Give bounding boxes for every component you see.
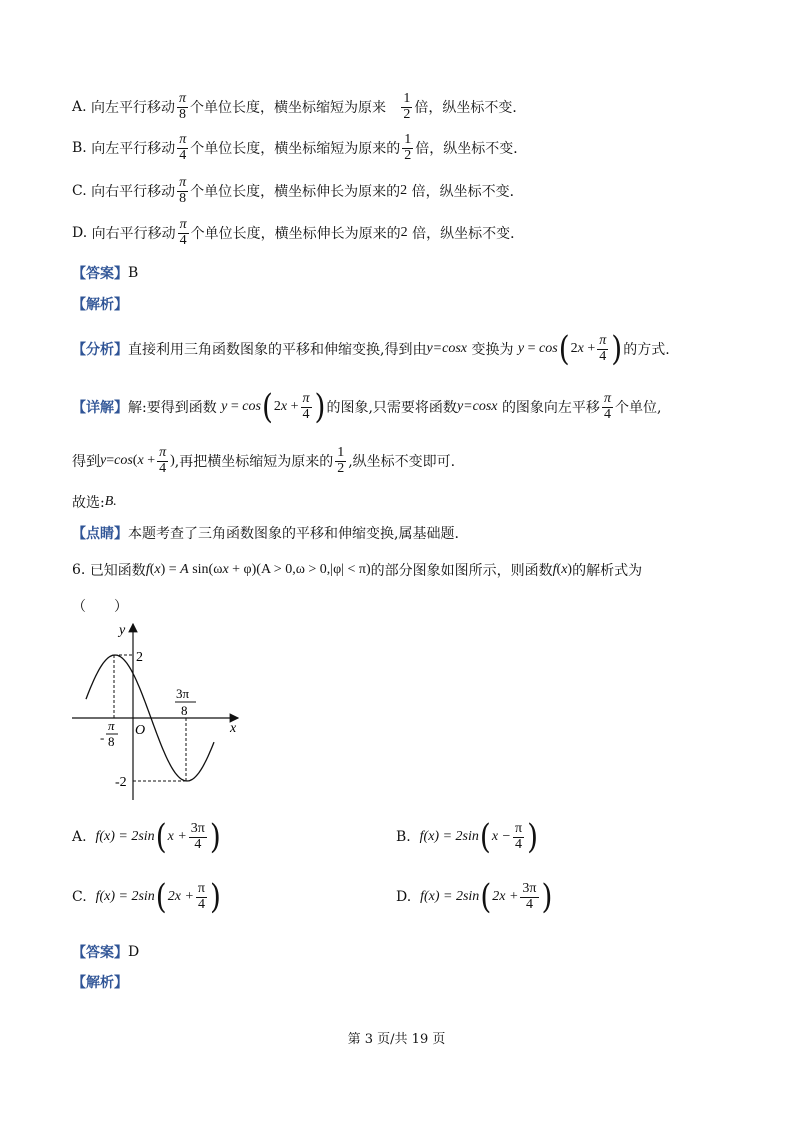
q5-xiangjie-2: 得到 y=cos(x + $\frac{\pi}{4}$ ) ,再把横坐标缩短为原来的 $\frac{1}{2}$ ,纵坐标不变即可. bbox=[72, 445, 456, 476]
x-tick-neg-sign: - bbox=[100, 730, 105, 745]
q6-option-b: B. f(x) = 2sin ( x − $\frac{\pi}{4}$ ) bbox=[396, 816, 538, 857]
q5-xiangjie: 【详解】 解:要得到函数 y = cos ( 2x + $\frac{\pi}{4}$ ) 的图象,只需要将函数 y=cosx 的图象向左平移 $\frac{\pi}{4}$ 个单位, bbox=[72, 386, 662, 427]
x-tick-pos-num: 3π bbox=[176, 686, 190, 701]
q6-option-a: A. f(x) = 2sin ( x + $\frac{3\pi}{4}$ ) bbox=[72, 816, 221, 857]
q5-answer: 【答案】 B bbox=[72, 265, 139, 282]
q6-option-c: C. f(x) = 2sin ( 2x + $\frac{\pi}{4}$ ) bbox=[72, 876, 221, 917]
q6-answer: 【答案】 D bbox=[72, 944, 140, 961]
fraction-pi-4: $\frac{\pi}{4}$ bbox=[179, 217, 187, 248]
x-tick-neg-den: 8 bbox=[108, 734, 115, 749]
fraction-pi-4: $\frac{\pi}{4}$ bbox=[179, 132, 187, 163]
y-axis-label: y bbox=[119, 623, 126, 638]
fraction-half: $\frac{1}{2}$ bbox=[404, 132, 412, 163]
q5-option-d: D. 向右平行移动 $\frac{\pi}{4}$ 个单位长度，横坐标伸长为原来的 2 倍，纵坐标不变． bbox=[72, 217, 525, 248]
q6-stem: 6. 已知函数 f(x) = A sin(ωx + φ) (A > 0,ω > 0,|φ| < π) 的部分图象如图所示，则函数 f(x) 的解析式为 bbox=[72, 562, 643, 579]
q5-guxuan: 故选: B. bbox=[72, 494, 117, 511]
q5-option-c: C. 向右平行移动 $\frac{\pi}{8}$ 个单位长度，横坐标伸长为原来的 2 倍，纵坐标不变． bbox=[72, 175, 524, 206]
y-tick-min: -2 bbox=[115, 775, 127, 790]
q5-dianjing: 【点睛】 本题考查了三角函数图象的平移和伸缩变换,属基础题. bbox=[72, 526, 459, 542]
sine-graph bbox=[68, 618, 248, 808]
origin-label: O bbox=[135, 723, 146, 738]
x-tick-pos-den: 8 bbox=[181, 703, 188, 718]
q5-option-a: A. 向左平行移动 $\frac{\pi}{8}$ 个单位长度，横坐标缩短为原来 $\frac{1}{2}$ 倍，纵坐标不变． bbox=[72, 91, 527, 122]
x-tick-neg-num: π bbox=[108, 718, 115, 733]
fraction-pi-8: $\frac{\pi}{8}$ bbox=[179, 175, 187, 206]
fraction-pi-8: $\frac{\pi}{8}$ bbox=[179, 91, 187, 122]
q6-jiexi-tag: 【解析】 bbox=[72, 975, 128, 991]
x-axis-label: x bbox=[230, 721, 237, 736]
page-footer: 第 3 页/共 19 页 bbox=[347, 1032, 446, 1047]
y-tick-max: 2 bbox=[136, 650, 143, 665]
fraction-half: $\frac{1}{2}$ bbox=[403, 91, 411, 122]
q6-paren: （ ） bbox=[72, 599, 128, 615]
q5-option-b: B. 向左平行移动 $\frac{\pi}{4}$ 个单位长度，横坐标缩短为原来的 $\frac{1}{2}$ 倍，纵坐标不变． bbox=[72, 132, 528, 163]
q5-fenxi: 【分析】 直接利用三角函数图象的平移和伸缩变换,得到由 y=cosx 变换为 y = cos ( 2x + $\frac{\pi}{4}$ ) 的方式. bbox=[72, 328, 670, 369]
q5-jiexi-tag: 【解析】 bbox=[72, 297, 128, 313]
q6-option-d: D. f(x) = 2sin ( 2x + $\frac{3\pi}{4}$ ) bbox=[396, 876, 553, 917]
